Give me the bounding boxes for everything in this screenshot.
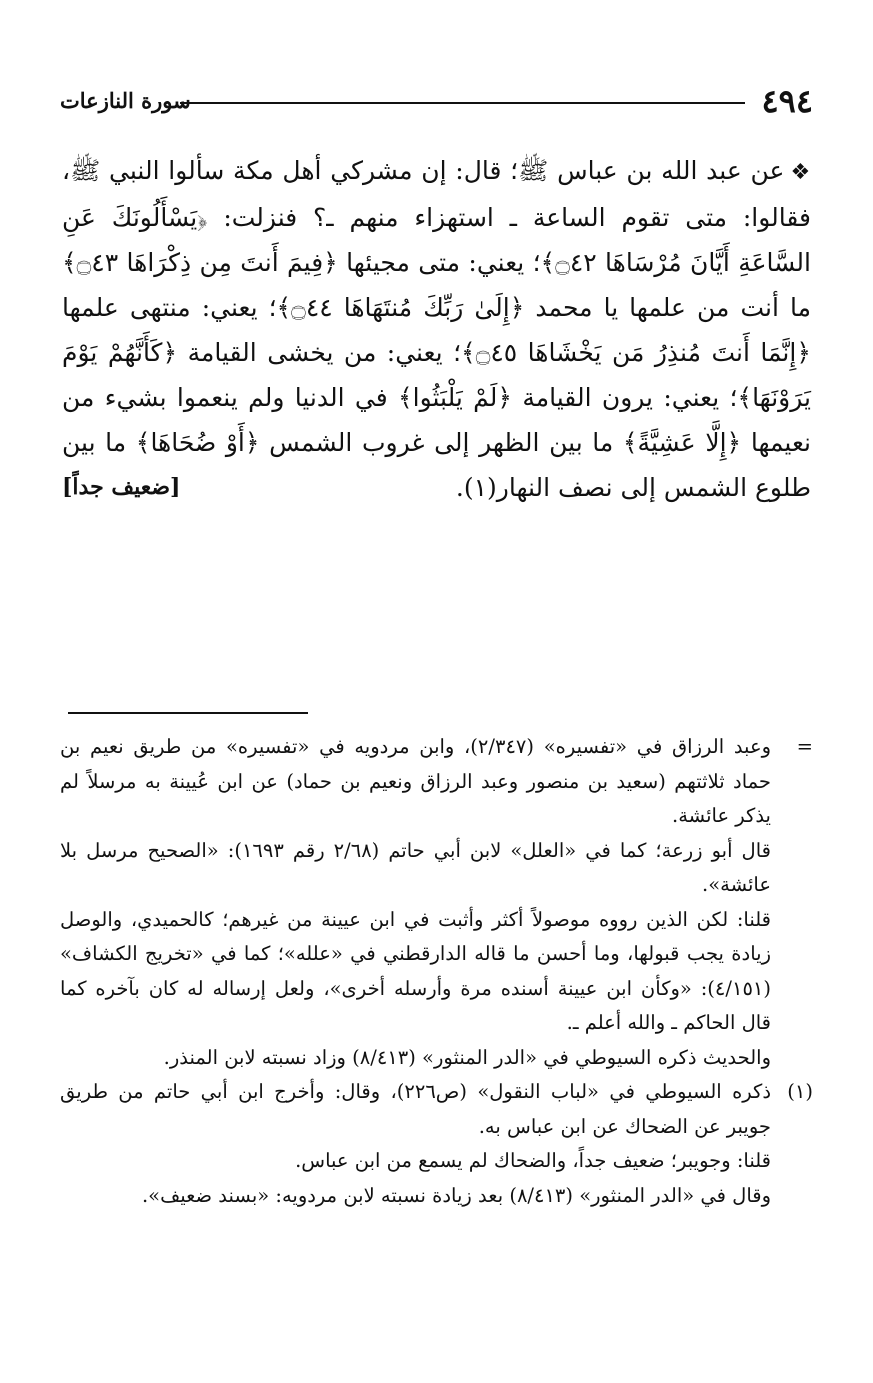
page-number: ٤٩٤ xyxy=(761,82,813,120)
main-paragraph xyxy=(62,148,811,510)
footnote-continued xyxy=(60,730,813,1075)
footnote-marker: = xyxy=(796,735,813,758)
footnote-paragraph: والحديث ذكره السيوطي في «الدر المنثور» (٨/٤١٣) وزاد نسبته لابن المنذر. xyxy=(163,1045,771,1069)
footnote-paragraph: وعبد الرزاق في «تفسيره» (٢/٣٤٧)، وابن مردويه في «تفسيره» من طريق نعيم بن حماد ثلاثتهم (سعيد بن منصور وعبد الرزاق ونعيم بن حماد) عن ابن عُيينة به مرسلاً لم يذكر عائشة. xyxy=(60,735,771,827)
footnote-marker: (١) xyxy=(787,1080,813,1103)
footnote-1 xyxy=(60,1075,813,1213)
bullet-diamond-icon: ❖ xyxy=(790,160,811,185)
surah-title: سورة النازعات xyxy=(60,88,191,113)
footnotes xyxy=(60,730,813,1213)
footnote-paragraph: قال أبو زرعة؛ كما في «العلل» لابن أبي حاتم (٢/٦٨ رقم ١٦٩٣): «الصحيح مرسل بلا عائشة». xyxy=(60,838,771,896)
footnote-paragraph: ذكره السيوطي في «لباب النقول» (ص٢٢٦)، وقال: وأخرج ابن أبي حاتم من طريق جويبر عن الضحاك عن ابن عباس به. xyxy=(60,1080,772,1138)
footnote-paragraph: قلنا: لكن الذين رووه موصولاً أكثر وأثبت في ابن عيينة من غيرهم؛ كالحميدي، والوصل زيادة يجب قبولها، وما أحسن ما قاله الدارقطني في «علله»؛ كما في «تخريج الكشاف» (٤/١٥١): «وكأن ابن عيينة أسنده مرة وأرسله أخرى»، ولعل إرساله له كان بآخره كما قال الحاكم ـ والله أعلم ـ. xyxy=(60,907,771,1034)
footnote-paragraph: وقال في «الدر المنثور» (٨/٤١٣) بعد زيادة نسبته لابن مردويه: «بسند ضعيف». xyxy=(141,1183,771,1207)
footnote-paragraph: قلنا: وجويبر؛ ضعيف جداً، والضحاك لم يسمع من ابن عباس. xyxy=(295,1149,771,1172)
page-header xyxy=(60,80,813,124)
grading-verdict: [ضعيف جداً] xyxy=(62,474,181,500)
hadith-text: عن عبد الله بن عباس ﷺ؛ قال: إن مشركي أهل مكة سألوا النبي ﷺ، فقالوا: متى تقوم الساعة ـ استهزاء منهم ـ؟ فنزلت: ﴿يَسْأَلُونَكَ عَنِ السَّاعَةِ أَيَّانَ مُرْسَاهَا ۝٤٢﴾؛ يعني: متى مجيئها ﴿فِيمَ أَنتَ مِن ذِكْرَاهَا ۝٤٣﴾ ما أنت من علمها يا محمد ﴿إِلَىٰ رَبِّكَ مُنتَهَاهَا ۝٤٤﴾؛ يعني: منتهى علمها ﴿إِنَّمَا أَنتَ مُنذِرُ مَن يَخْشَاهَا ۝٤٥﴾؛ يعني: من يخشى القيامة ﴿كَأَنَّهُمْ يَوْمَ يَرَوْنَهَا﴾؛ يعني: يرون القيامة ﴿لَمْ يَلْبَثُوا﴾ في الدنيا ولم ينعموا بشيء من نعيمها ﴿إِلَّا عَشِيَّةً﴾ ما بين الظهر إلى غروب الشمس ﴿أَوْ ضُحَاهَا﴾ ما بين طلوع الشمس إلى نصف النهار(١). xyxy=(62,156,811,502)
footnote-rule xyxy=(68,712,308,714)
header-rule xyxy=(180,102,745,104)
